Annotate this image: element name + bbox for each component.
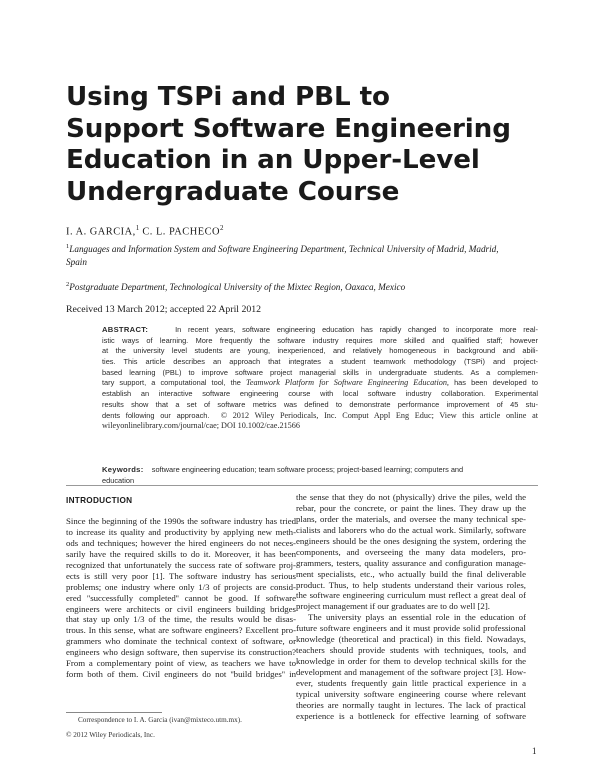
body-column-right bbox=[296, 492, 526, 722]
body-line: engineers were architects or civil engineers building bridges bbox=[66, 603, 296, 614]
body-line: knowledge (theoretical and practical) in this field. Nowadays, bbox=[296, 634, 526, 645]
body-line: theories are normally taught in lectures. The lack of practical bbox=[296, 699, 526, 710]
title-line: Using TSPi and PBL to bbox=[66, 82, 390, 112]
page-number: 1 bbox=[532, 746, 537, 756]
body-line: to increase its quality and productivity by applying new meth- bbox=[66, 526, 296, 537]
author-affil-mark: 2 bbox=[220, 224, 224, 232]
abstract bbox=[102, 325, 538, 432]
title-line: Support Software Engineering bbox=[66, 113, 511, 144]
article-title bbox=[66, 82, 536, 208]
body-line: trous. In this sense, what are software engineers? Excellent pro- bbox=[66, 625, 296, 636]
body-line: ment specialists, etc., who actually build the final deliverable bbox=[296, 568, 526, 579]
body-line: grammers, testers, quality assurance and configuration manage- bbox=[296, 557, 526, 568]
abstract-text: tary support, a computational tool, the bbox=[102, 378, 247, 388]
body-line: experience is a bottleneck for effective learning of software bbox=[296, 710, 526, 721]
affil-mark: 2 bbox=[66, 281, 70, 288]
body-line: ever, students frequently gain little practical experience in a bbox=[296, 677, 526, 688]
section-divider bbox=[66, 485, 538, 486]
keywords bbox=[102, 465, 538, 486]
abstract-line bbox=[102, 325, 538, 336]
body-line: future software engineers and it must provide solid professional bbox=[296, 623, 526, 634]
author-list bbox=[66, 224, 224, 237]
title-line: Education in an Upper-Level bbox=[66, 145, 480, 175]
keywords-line bbox=[102, 465, 538, 476]
body-line: Since the beginning of the 1990s the software industry has tried bbox=[66, 516, 296, 526]
copyright-footnote: © 2012 Wiley Periodicals, Inc. bbox=[66, 731, 155, 739]
body-line: the sense that they do not (physically) drive the piles, weld the bbox=[296, 492, 526, 502]
body-line: engineers who design software, then supervise its construction? bbox=[66, 647, 296, 658]
abstract-text: dents following our approach. bbox=[102, 410, 210, 420]
abstract-label: ABSTRACT: bbox=[102, 325, 149, 334]
received-dates: Received 13 March 2012; accepted 22 April 2012 bbox=[66, 304, 262, 315]
body-line: cialists and laborers who do the actual work. Similarly, software bbox=[296, 524, 526, 535]
author-name: I. A. GARCIA, bbox=[66, 226, 136, 238]
abstract-line bbox=[102, 411, 538, 422]
keywords-label: Keywords: bbox=[102, 465, 144, 474]
affil-text: Languages and Information System and Software Engineering Department, Technical University of Madrid, Madrid, bbox=[69, 244, 499, 255]
abstract-line: ties. This article describes an approach that integrates a student teamwork methodology (TSPi) and project- bbox=[102, 357, 538, 367]
affil-mark: 1 bbox=[66, 243, 70, 250]
citation-info: © 2012 Wiley Periodicals, Inc. Comput Appl Eng Educ; View this article online at bbox=[220, 410, 538, 420]
body-line: that stay up only 1/3 of the time, the results would be disas- bbox=[66, 614, 296, 625]
body-line: ects is still very poor [1]. The software industry has serious bbox=[66, 570, 296, 581]
affiliation-1 bbox=[66, 241, 536, 268]
abstract-line: establish an interactive software engineering course with local software industry collaboration. Experimental bbox=[102, 389, 538, 399]
body-line: components, and overseeing the many data modelers, pro- bbox=[296, 546, 526, 557]
body-line: plans, order the materials, and oversee the many technical spe- bbox=[296, 513, 526, 524]
keywords-line: education bbox=[102, 475, 135, 485]
abstract-line: istic ways of learning. More frequently the software industry requires more skilled and qualified staff; however bbox=[102, 335, 538, 345]
abstract-line bbox=[102, 378, 538, 389]
body-line: ered ''successfully completed'' cannot be good. If software bbox=[66, 592, 296, 603]
abstract-text: In recent years, software engineering education has rapidly changed to incorporate more real- bbox=[175, 325, 538, 334]
section-heading: INTRODUCTION bbox=[66, 496, 133, 505]
body-line: teachers should provide students with techniques, tools, and bbox=[296, 645, 526, 656]
body-line: ods and techniques; however the hired engineers do not neces- bbox=[66, 537, 296, 548]
body-line: rebar, pour the concrete, or paint the lines. They draw up the bbox=[296, 502, 526, 513]
body-line: recognized that unfortunately the success rate of software proj- bbox=[66, 559, 296, 570]
abstract-line: results show that a set of software metrics was defined to demonstrate performance improvement of 45 stu- bbox=[102, 399, 538, 409]
body-line: development and management of the software project [3]. How- bbox=[296, 667, 526, 677]
body-line: problems; one industry where only 1/3 of projects are consid- bbox=[66, 581, 296, 592]
abstract-line: at the university level students are young, inexperienced, and relatively homogeneous in background and abili- bbox=[102, 346, 538, 356]
body-line: engineers should be the ones designing the system, ordering the bbox=[296, 535, 526, 546]
correspondence-footnote: Correspondence to I. A. Garcia (ivan@mixteco.utm.mx). bbox=[78, 716, 242, 724]
body-line: the software engineering curriculum must reflect a great deal of bbox=[296, 590, 526, 601]
body-line: The university plays an essential role in the education of bbox=[308, 612, 526, 623]
title-line: Undergraduate Course bbox=[66, 176, 400, 207]
body-line: form both of them. Civil engineers do not ''build bridges'' in bbox=[66, 669, 296, 680]
body-line: sarily have the required skills to do it. Moreover, it has been bbox=[66, 548, 296, 559]
footnote-divider bbox=[66, 712, 162, 713]
doi-line: wileyonlinelibrary.com/journal/cae; DOI 10.1002/cae.21566 bbox=[102, 421, 300, 431]
affiliation-2 bbox=[66, 279, 536, 294]
author-name: C. L. PACHECO bbox=[139, 226, 221, 238]
body-line: knowledge in order for them to develop technical skills for the bbox=[296, 656, 526, 667]
affil-text: Spain bbox=[66, 256, 87, 267]
abstract-line: based learning (PBL) to improve software project managerial skills in undergraduate students. As a complemen- bbox=[102, 367, 538, 377]
body-line: From a complementary point of view, as teachers we have to bbox=[66, 658, 296, 669]
author-affil-mark: 1 bbox=[135, 224, 140, 232]
abstract-text: has been developed to bbox=[448, 378, 538, 388]
affil-text: Postgraduate Department, Technological University of the Mixtec Region, Oaxaca, Mexico bbox=[69, 282, 406, 293]
body-column-left bbox=[66, 516, 296, 680]
body-line: product. Thus, to help students understand their various roles, bbox=[296, 579, 526, 590]
body-line: project management if our graduates are to do well [2]. bbox=[296, 601, 490, 612]
keywords-text: software engineering education; team software process; project-based learning; computers and bbox=[151, 465, 464, 474]
body-line: grammers who dominate the technical context of software, or bbox=[66, 636, 296, 647]
tool-name: Teamwork Platform for Software Engineering Education, bbox=[246, 378, 449, 388]
body-line: typical university software engineering course where relevant bbox=[296, 688, 526, 699]
